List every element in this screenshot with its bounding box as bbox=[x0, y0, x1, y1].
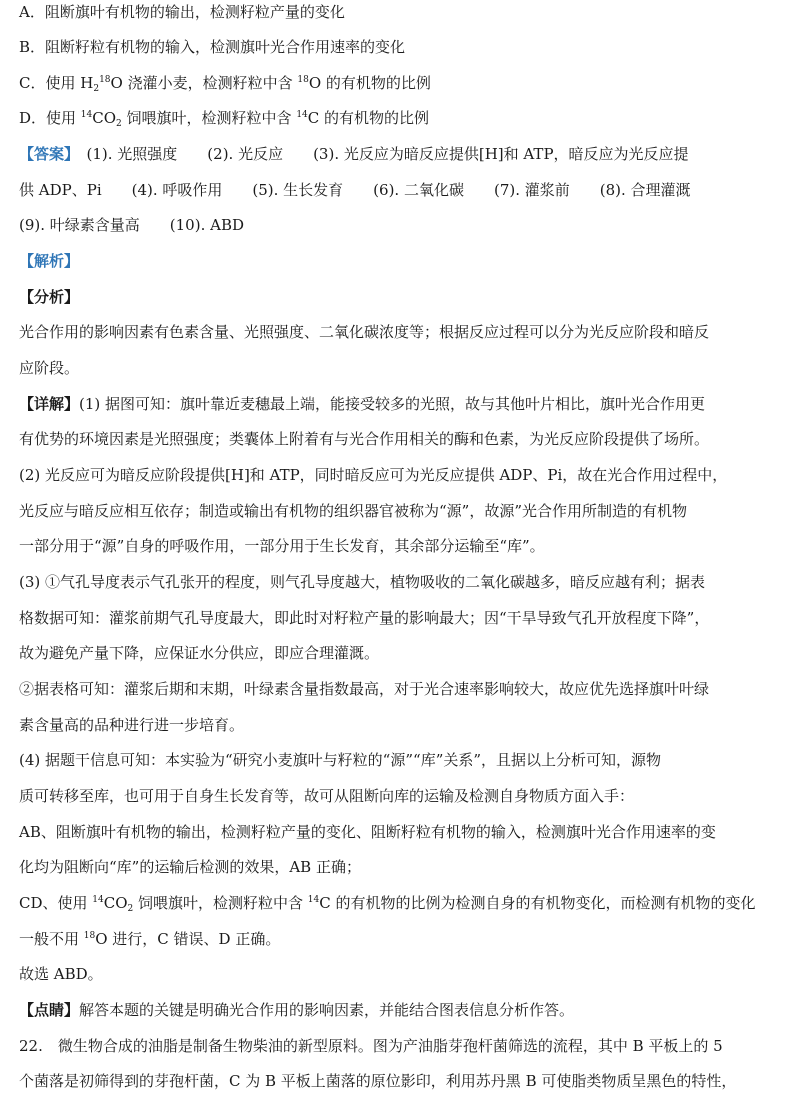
detail-p3-line-3: 故为避免产量下降，应保证水分供应，即应合理灌溉。 bbox=[19, 644, 380, 662]
fenxi-line-2: 应阶段。 bbox=[19, 359, 80, 377]
option-b: B．阻断籽粒有机物的输入，检测旗叶光合作用速率的变化 bbox=[19, 38, 406, 56]
detail-p3-line-2: 格数据可知：灌浆前期气孔导度最大，即此时对籽粒产量的影响最大；因“干旱导致气孔开放程度下降”， bbox=[19, 609, 710, 627]
dianjing-line: 【点睛】解答本题的关键是明确光合作用的影响因素，并能结合图表信息分析作答。 bbox=[19, 1001, 575, 1019]
detail-p1-line-1: 【详解】(1) 据图可知：旗叶靠近麦穗最上端，能接受较多的光照，故与其他叶片相比，旗叶光合作用更 bbox=[19, 395, 706, 413]
answer-line-1: 【答案】 (1). 光照强度 (2). 光反应 (3). 光反应为暗反应提供[H]和 ATP，暗反应为光反应提 bbox=[19, 145, 689, 163]
detail-p5-line-2: 质可转移至库，也可用于自身生长发育等，故可从阻断向库的运输及检测自身物质方面入手： bbox=[19, 787, 635, 805]
option-a: A．阻断旗叶有机物的输出，检测籽粒产量的变化 bbox=[19, 3, 345, 21]
answer-line-3: (9). 叶绿素含量高 (10). ABD bbox=[19, 216, 244, 234]
dianjing-label: 【点睛】 bbox=[19, 1001, 80, 1019]
option-c: C．使用 $H_2^{18}O$ 浇灌小麦，检测籽粒中含 $^{18}$O 的有机物的比例 bbox=[19, 74, 431, 94]
detail-p7-line-2: 一般不用 $^{18}$O 进行，C 错误、D 正确。 bbox=[19, 930, 281, 948]
answer-line-2: 供 ADP、Pi (4). 呼吸作用 (5). 生长发育 (6). 二氧化碳 (7). 灌浆前 (8). 合理灌溉 bbox=[19, 181, 691, 199]
detail-p2-line-2: 光反应与暗反应相互依存；制造或输出有机物的组织器官被称为“源”，故源”光合作用所制造的有机物 bbox=[19, 502, 688, 520]
option-d: D．使用 $^{14}CO_2$ 饲喂旗叶，检测籽粒中含 $^{14}$C 的有机物的比例 bbox=[19, 109, 430, 129]
detail-p4-line-2: 素含量高的品种进行进一步培育。 bbox=[19, 716, 245, 734]
detail-p3-line-1: (3) ①气孔导度表示气孔张开的程度，则气孔导度越大，植物吸收的二氧化碳越多，暗反应越有利；据表 bbox=[19, 573, 706, 591]
detail-p2-line-3: 一部分用于“源”自身的呼吸作用，一部分用于生长发育，其余部分运输至“库”。 bbox=[19, 537, 545, 555]
answer-label: 【答案】 bbox=[19, 145, 72, 163]
analysis-label: 【解析】 bbox=[19, 252, 80, 270]
detail-conclusion: 故选 ABD。 bbox=[19, 965, 103, 983]
detail-p6-line-2: 化均为阻断向“库”的运输后检测的效果，AB 正确； bbox=[19, 858, 361, 876]
detail-p4-line-1: ②据表格可知：灌浆后期和末期，叶绿素含量指数最高，对于光合速率影响较大，故应优先选择旗叶叶绿 bbox=[19, 680, 710, 698]
detail-p5-line-1: (4) 据题干信息可知：本实验为“研究小麦旗叶与籽粒的“源”“库”关系”，且据以上分析可知，源物 bbox=[19, 751, 662, 769]
detail-label: 【详解】 bbox=[19, 395, 80, 413]
detail-p6-line-1: AB、阻断旗叶有机物的输出，检测籽粒产量的变化、阻断籽粒有机物的输入，检测旗叶光合作用速率的变 bbox=[19, 823, 716, 841]
question-22-line-1: 22. 微生物合成的油脂是制备生物柴油的新型原料。图为产油脂芽孢杆菌筛选的流程，其中 B 平板上的 5 bbox=[19, 1037, 723, 1055]
detail-p7-line-1: CD、使用 $^{14}CO_2$ 饲喂旗叶，检测籽粒中含 $^{14}$C 的有机物的比例为检测自身的有机物变化，而检测有机物的变化 bbox=[19, 894, 756, 914]
fenxi-label: 【分析】 bbox=[19, 288, 80, 306]
fenxi-line-1: 光合作用的影响因素有色素含量、光照强度、二氧化碳浓度等；根据反应过程可以分为光反应阶段和暗反 bbox=[19, 323, 710, 341]
detail-p2-line-1: (2) 光反应可为暗反应阶段提供[H]和 ATP，同时暗反应可为光反应提供 ADP、Pi，故在光合作用过程中， bbox=[19, 466, 728, 484]
detail-p1-line-2: 有优势的环境因素是光照强度；类囊体上附着有与光合作用相关的酶和色素，为光反应阶段提供了场所。 bbox=[19, 430, 710, 448]
question-22-line-2: 个菌落是初筛得到的芽孢杆菌，C 为 B 平板上菌落的原位影印，利用苏丹黑 B 可使脂类物质呈黑色的特性， bbox=[19, 1072, 737, 1090]
